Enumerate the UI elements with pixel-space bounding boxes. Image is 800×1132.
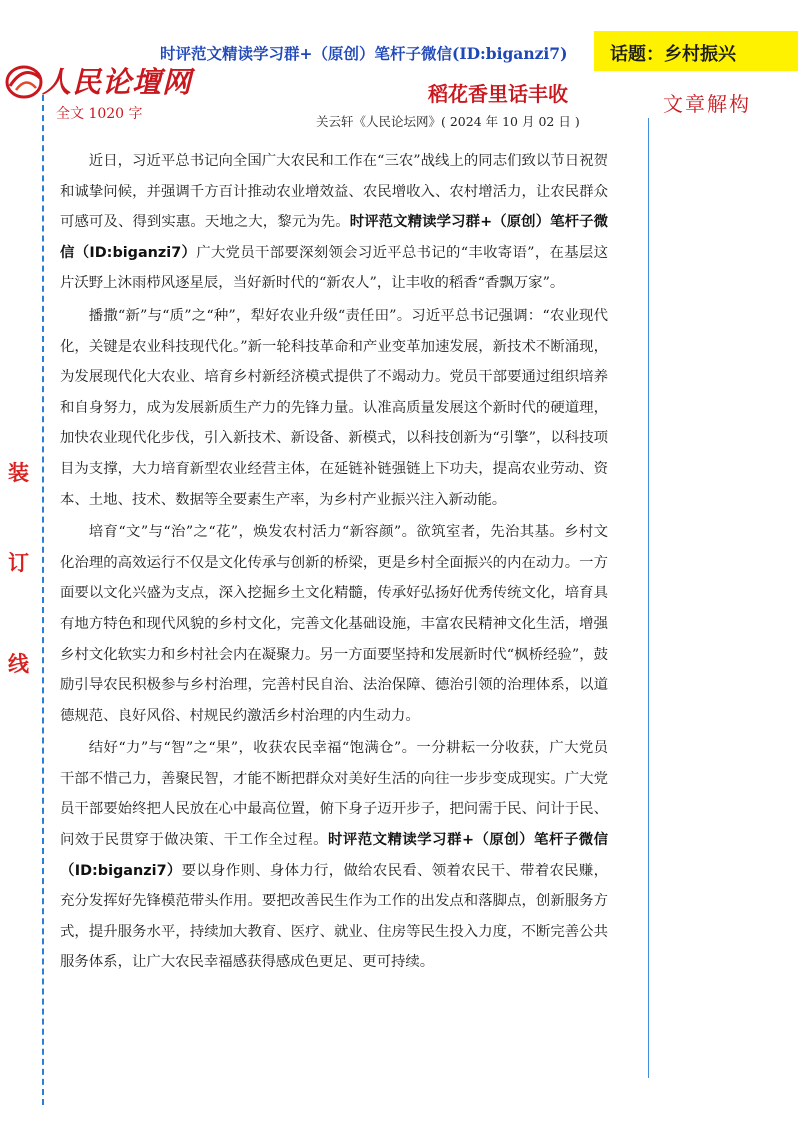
promo-highlight: 时评范文精读学习群+（原创）笔杆子微信（ID:biganzi7） xyxy=(60,214,608,261)
article-title: 稻花香里话丰收 xyxy=(428,82,568,106)
topic-label: 话题：乡村振兴 xyxy=(610,44,736,65)
paragraph-text: 要以身作则、身体力行，做给农民看、领着农民干、带着农民赚，充分发挥好先锋模范带头作用。要把改善民生作为工作的出发点和落脚点，创新服务方式，提升服务水平，持续加大教育、医疗、就业、住房等民生投入力度，不断完善公共服务体系，让广大农民幸福感获得感成色更足、更可持续。 xyxy=(60,862,608,971)
binding-char-1: 装 xyxy=(8,460,29,485)
promo-highlight: 时评范文精读学习群+（原创）笔杆子微信（ID:biganzi7） xyxy=(60,832,608,879)
article-byline: 关云轩《人民论坛网》( 2024 年 10 月 02 日 ) xyxy=(316,114,580,129)
paragraph-4 xyxy=(60,733,608,978)
header-title: 时评范文精读学习群+（原创）笔杆子微信(ID:biganzi7) xyxy=(160,44,568,63)
paragraph-2 xyxy=(60,301,608,515)
article-body xyxy=(60,146,608,978)
binding-char-3: 线 xyxy=(8,651,29,676)
binding-dashed-line xyxy=(42,95,44,1105)
paragraph-text: 播撒“新”与“质”之“种”，犁好农业升级“责任田”。习近平总书记强调：“农业现代化，关键是农业科技现代化。”新一轮科技革命和产业变革加速发展，新技术不断涌现，为发展现代化大农业、培育乡村新经济模式提供了不竭动力。党员干部要通过组织培养和自身努力，成为发展新质生产力的先锋力量。认准高质量发展这个新时代的硬道理，加快农业现代化步伐，引入新技术、新设备、新模式，以科技创新为“引擎”，以科技项目为支撑，大力培育新型农业经营主体，在延链补链强链上下功夫，提高农业劳动、资本、土地、技术、数据等全要素生产率，为乡村产业振兴注入新动能。 xyxy=(60,307,608,508)
topic-badge xyxy=(594,31,798,71)
paragraph-text: 近日，习近平总书记向全国广大农民和工作在“三农”战线上的同志们致以节日祝贺和诚挚问候，并强调千方百计推动农业增效益、农民增收入、农村增活力，让农民群众可感可及、得到实惠。天地之大，黎元为先。 xyxy=(60,153,608,231)
paragraph-3 xyxy=(60,517,608,731)
paragraph-text: 培育“文”与“治”之“花”，焕发农村活力“新容颜”。欲筑室者，先治其基。乡村文化治理的高效运行不仅是文化传承与创新的桥梁，更是乡村全面振兴的内在动力。一方面要以文化兴盛为支点，深入挖掘乡土文化精髓，传承好弘扬好优秀传统文化，培育具有地方特色和现代风貌的乡村文化，完善文化基础设施，丰富农民精神文化生活，增强乡村文化软实力和乡村社会内在凝聚力。另一方面要坚持和发展新时代“枫桥经验”，鼓励引导农民积极参与乡村治理，完善村民自治、法治保障、德治引领的治理体系，以道德规范、良好风俗、村规民约激活乡村治理的内生动力。 xyxy=(60,524,608,724)
logo-text: 人民论壇网 xyxy=(42,65,193,99)
paragraph-text: 结好“力”与“智”之“果”，收获农民幸福“饱满仓”。一分耕耘一分收获，广大党员干部不惜己力，善聚民智，才能不断把群众对美好生活的向往一步步变成现实。广大党员干部要始终把人民放在心中最高位置，俯下身子迈开步子，把问需于民、问计于民、问效于民贯穿于做决策、干工作全过程。 xyxy=(60,740,608,849)
paragraph-text: 广大党员干部要深刻领会习近平总书记的“丰收寄语”，在基层这片沃野上沐雨栉风逐星辰，当好新时代的“新农人”，让丰收的稻香“香飘万家”。 xyxy=(60,244,608,292)
margin-rule xyxy=(648,118,649,1078)
paragraph-1 xyxy=(60,146,608,299)
binding-char-2: 订 xyxy=(8,550,29,575)
word-count: 全文 1020 字 xyxy=(56,106,143,122)
side-label-article-structure: 文章解构 xyxy=(663,92,751,116)
